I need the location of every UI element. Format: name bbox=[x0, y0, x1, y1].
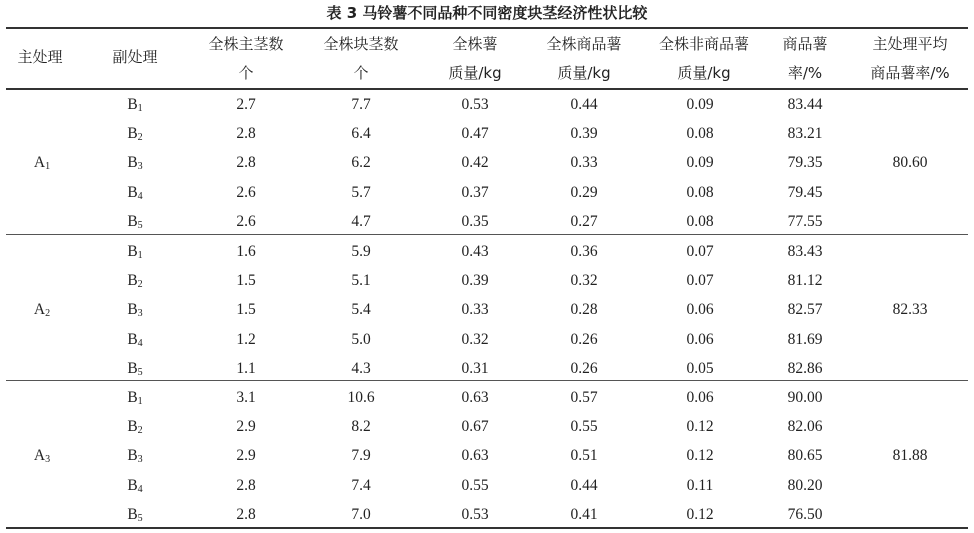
value-cell: 2.9 bbox=[236, 417, 256, 435]
sub-treatment-letter: B bbox=[127, 417, 138, 435]
header-commercial-mass-line1: 全株商品薯 bbox=[546, 35, 622, 53]
value-cell: 2.7 bbox=[236, 95, 256, 113]
header-commercial-mass-line2: 质量/kg bbox=[557, 64, 611, 82]
value-cell: 6.4 bbox=[351, 124, 371, 142]
value-cell: 0.09 bbox=[686, 154, 714, 172]
sub-treatment-letter: B bbox=[127, 154, 138, 172]
main-average-cell: 80.60 bbox=[892, 154, 928, 172]
table-title: 表 3 马铃薯不同品种不同密度块茎经济性状比较 bbox=[326, 4, 648, 22]
table-top-rule bbox=[6, 27, 968, 29]
sub-treatment-letter: B bbox=[127, 505, 138, 523]
value-cell: 5.7 bbox=[351, 183, 371, 201]
header-sub-treatment-label: 副处理 bbox=[112, 48, 158, 66]
value-cell: 0.53 bbox=[461, 505, 489, 523]
main-average-cell: 81.88 bbox=[892, 447, 928, 465]
value-cell: 8.2 bbox=[351, 417, 371, 435]
sub-treatment-letter: B bbox=[127, 242, 138, 260]
value-cell: 0.32 bbox=[461, 330, 489, 348]
sub-treatment-cell bbox=[95, 358, 175, 380]
header-main-treatment-label: 主处理 bbox=[17, 48, 63, 66]
header-tuber-mass bbox=[415, 33, 535, 84]
sub-treatment-cell bbox=[95, 152, 175, 174]
value-cell: 81.69 bbox=[787, 330, 823, 348]
value-cell: 0.63 bbox=[461, 388, 489, 406]
sub-treatment-cell bbox=[95, 445, 175, 467]
header-tubers bbox=[301, 33, 421, 84]
value-cell: 0.07 bbox=[686, 242, 714, 260]
value-cell: 6.2 bbox=[351, 154, 371, 172]
header-main-stems-line1: 全株主茎数 bbox=[208, 35, 284, 53]
main-treatment-letter: A bbox=[33, 447, 46, 465]
header-noncommercial-mass-line1: 全株非商品薯 bbox=[658, 35, 749, 53]
header-tuber-mass-line2: 质量/kg bbox=[448, 64, 502, 82]
value-cell: 3.1 bbox=[236, 388, 256, 406]
sub-treatment-index: 3 bbox=[137, 454, 143, 466]
value-cell: 90.00 bbox=[787, 388, 823, 406]
sub-treatment-index: 2 bbox=[137, 424, 143, 436]
main-treatment-index: 1 bbox=[45, 161, 51, 173]
sub-treatment-index: 2 bbox=[137, 278, 143, 290]
sub-treatment-index: 4 bbox=[137, 483, 143, 495]
value-cell: 4.7 bbox=[351, 212, 371, 230]
header-tuber-mass-line1: 全株薯 bbox=[452, 35, 498, 53]
value-cell: 5.9 bbox=[351, 242, 371, 260]
value-cell: 2.8 bbox=[236, 124, 256, 142]
value-cell: 0.26 bbox=[570, 359, 598, 377]
value-cell: 0.47 bbox=[461, 124, 489, 142]
value-cell: 2.8 bbox=[236, 154, 256, 172]
value-cell: 80.20 bbox=[787, 476, 823, 494]
value-cell: 7.0 bbox=[351, 505, 371, 523]
value-cell: 0.55 bbox=[570, 417, 598, 435]
main-treatment-letter: A bbox=[33, 301, 46, 319]
header-tubers-line2: 个 bbox=[353, 64, 369, 82]
value-cell: 0.06 bbox=[686, 388, 714, 406]
sub-treatment-cell bbox=[95, 241, 175, 263]
sub-treatment-cell bbox=[95, 123, 175, 145]
sub-treatment-letter: B bbox=[127, 212, 138, 230]
value-cell: 83.43 bbox=[787, 242, 823, 260]
value-cell: 0.09 bbox=[686, 95, 714, 113]
sub-treatment-letter: B bbox=[127, 388, 138, 406]
sub-treatment-cell bbox=[95, 182, 175, 204]
sub-treatment-index: 4 bbox=[137, 190, 143, 202]
sub-treatment-cell bbox=[95, 387, 175, 409]
header-main-stems-line2: 个 bbox=[238, 64, 254, 82]
header-main-stems bbox=[186, 33, 306, 84]
value-cell: 1.1 bbox=[236, 359, 256, 377]
value-cell: 76.50 bbox=[787, 505, 823, 523]
value-cell: 7.4 bbox=[351, 476, 371, 494]
value-cell: 5.1 bbox=[351, 271, 371, 289]
value-cell: 7.7 bbox=[351, 95, 371, 113]
sub-treatment-cell bbox=[95, 329, 175, 351]
sub-treatment-index: 5 bbox=[137, 366, 143, 378]
header-bottom-rule bbox=[6, 88, 968, 90]
sub-treatment-index: 5 bbox=[137, 219, 143, 231]
value-cell: 82.06 bbox=[787, 417, 823, 435]
header-commercial-mass bbox=[524, 33, 644, 84]
sub-treatment-index: 3 bbox=[137, 161, 143, 173]
value-cell: 0.39 bbox=[461, 271, 489, 289]
value-cell: 79.45 bbox=[787, 183, 823, 201]
value-cell: 0.12 bbox=[686, 447, 714, 465]
value-cell: 0.27 bbox=[570, 212, 598, 230]
sub-treatment-cell bbox=[95, 299, 175, 321]
header-main-average bbox=[850, 33, 970, 84]
value-cell: 0.43 bbox=[461, 242, 489, 260]
value-cell: 0.67 bbox=[461, 417, 489, 435]
main-treatment-cell bbox=[0, 445, 84, 467]
value-cell: 0.11 bbox=[686, 476, 714, 494]
group-divider-rule bbox=[6, 234, 968, 235]
header-commercial-rate bbox=[760, 33, 850, 84]
sub-treatment-letter: B bbox=[127, 476, 138, 494]
sub-treatment-letter: B bbox=[127, 330, 138, 348]
value-cell: 1.2 bbox=[236, 330, 256, 348]
sub-treatment-cell bbox=[95, 504, 175, 526]
value-cell: 0.39 bbox=[570, 124, 598, 142]
value-cell: 83.44 bbox=[787, 95, 823, 113]
value-cell: 80.65 bbox=[787, 447, 823, 465]
value-cell: 5.0 bbox=[351, 330, 371, 348]
main-treatment-cell bbox=[0, 152, 84, 174]
header-noncommercial-mass-line2: 质量/kg bbox=[677, 64, 731, 82]
value-cell: 0.08 bbox=[686, 183, 714, 201]
sub-treatment-index: 5 bbox=[137, 512, 143, 524]
value-cell: 5.4 bbox=[351, 301, 371, 319]
value-cell: 1.6 bbox=[236, 242, 256, 260]
sub-treatment-index: 1 bbox=[137, 249, 143, 261]
sub-treatment-index: 1 bbox=[137, 395, 143, 407]
value-cell: 0.37 bbox=[461, 183, 489, 201]
value-cell: 2.8 bbox=[236, 505, 256, 523]
value-cell: 0.63 bbox=[461, 447, 489, 465]
value-cell: 0.44 bbox=[570, 476, 598, 494]
sub-treatment-letter: B bbox=[127, 95, 138, 113]
sub-treatment-index: 3 bbox=[137, 308, 143, 320]
sub-treatment-letter: B bbox=[127, 183, 138, 201]
sub-treatment-cell bbox=[95, 94, 175, 116]
main-treatment-cell bbox=[0, 299, 84, 321]
header-main-average-line1: 主处理平均 bbox=[872, 35, 948, 53]
value-cell: 0.06 bbox=[686, 330, 714, 348]
value-cell: 2.9 bbox=[236, 447, 256, 465]
value-cell: 0.32 bbox=[570, 271, 598, 289]
header-sub-treatment bbox=[95, 46, 175, 68]
value-cell: 79.35 bbox=[787, 154, 823, 172]
value-cell: 0.36 bbox=[570, 242, 598, 260]
value-cell: 7.9 bbox=[351, 447, 371, 465]
value-cell: 0.55 bbox=[461, 476, 489, 494]
value-cell: 81.12 bbox=[787, 271, 823, 289]
value-cell: 0.07 bbox=[686, 271, 714, 289]
value-cell: 0.12 bbox=[686, 417, 714, 435]
value-cell: 0.29 bbox=[570, 183, 598, 201]
value-cell: 0.51 bbox=[570, 447, 598, 465]
main-treatment-letter: A bbox=[33, 154, 46, 172]
value-cell: 0.57 bbox=[570, 388, 598, 406]
value-cell: 82.86 bbox=[787, 359, 823, 377]
main-average-cell: 82.33 bbox=[892, 301, 928, 319]
sub-treatment-cell bbox=[95, 475, 175, 497]
value-cell: 0.06 bbox=[686, 301, 714, 319]
value-cell: 1.5 bbox=[236, 301, 256, 319]
sub-treatment-index: 1 bbox=[137, 102, 143, 114]
value-cell: 4.3 bbox=[351, 359, 371, 377]
sub-treatment-cell bbox=[95, 270, 175, 292]
value-cell: 0.35 bbox=[461, 212, 489, 230]
value-cell: 0.26 bbox=[570, 330, 598, 348]
value-cell: 0.08 bbox=[686, 124, 714, 142]
header-main-treatment bbox=[0, 46, 80, 68]
value-cell: 0.53 bbox=[461, 95, 489, 113]
value-cell: 0.44 bbox=[570, 95, 598, 113]
value-cell: 0.08 bbox=[686, 212, 714, 230]
header-tubers-line1: 全株块茎数 bbox=[323, 35, 399, 53]
sub-treatment-cell bbox=[95, 416, 175, 438]
main-treatment-index: 3 bbox=[45, 454, 51, 466]
value-cell: 0.33 bbox=[570, 154, 598, 172]
sub-treatment-index: 4 bbox=[137, 337, 143, 349]
value-cell: 83.21 bbox=[787, 124, 823, 142]
sub-treatment-letter: B bbox=[127, 301, 138, 319]
header-noncommercial-mass bbox=[634, 33, 774, 84]
sub-treatment-letter: B bbox=[127, 447, 138, 465]
value-cell: 1.5 bbox=[236, 271, 256, 289]
value-cell: 0.28 bbox=[570, 301, 598, 319]
value-cell: 10.6 bbox=[347, 388, 375, 406]
header-commercial-rate-line2: 率/% bbox=[787, 64, 823, 82]
value-cell: 0.05 bbox=[686, 359, 714, 377]
table-bottom-rule bbox=[6, 527, 968, 529]
value-cell: 0.42 bbox=[461, 154, 489, 172]
sub-treatment-letter: B bbox=[127, 271, 138, 289]
value-cell: 0.33 bbox=[461, 301, 489, 319]
value-cell: 77.55 bbox=[787, 212, 823, 230]
group-divider-rule bbox=[6, 380, 968, 381]
value-cell: 82.57 bbox=[787, 301, 823, 319]
value-cell: 0.12 bbox=[686, 505, 714, 523]
value-cell: 0.41 bbox=[570, 505, 598, 523]
header-main-average-line2: 商品薯率/% bbox=[870, 64, 950, 82]
sub-treatment-index: 2 bbox=[137, 131, 143, 143]
main-treatment-index: 2 bbox=[45, 308, 51, 320]
value-cell: 0.31 bbox=[461, 359, 489, 377]
sub-treatment-cell bbox=[95, 211, 175, 233]
value-cell: 2.6 bbox=[236, 183, 256, 201]
sub-treatment-letter: B bbox=[127, 359, 138, 377]
header-commercial-rate-line1: 商品薯 bbox=[782, 35, 828, 53]
value-cell: 2.8 bbox=[236, 476, 256, 494]
sub-treatment-letter: B bbox=[127, 124, 138, 142]
value-cell: 2.6 bbox=[236, 212, 256, 230]
